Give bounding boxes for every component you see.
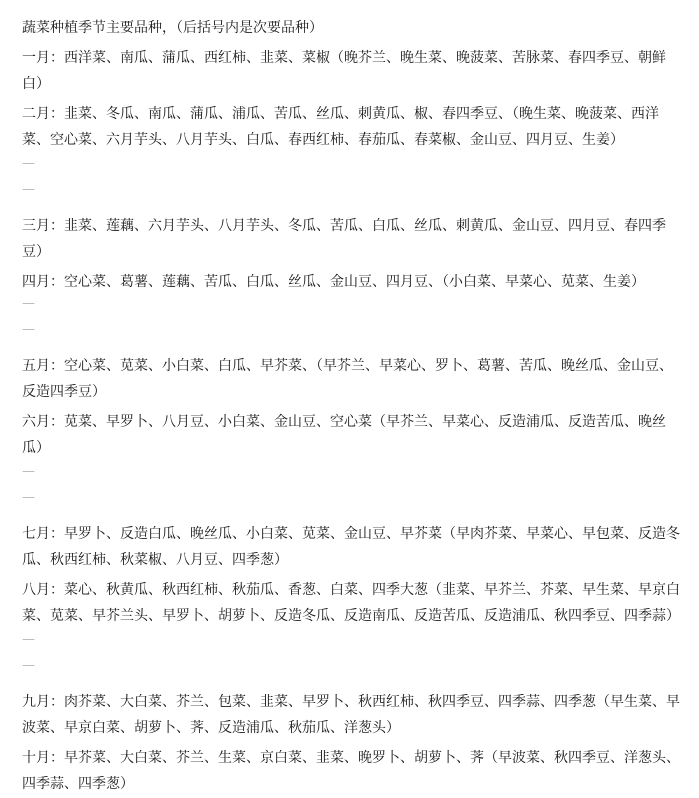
month-line: 豆） — [22, 244, 50, 260]
separator-dash: — — [22, 322, 35, 337]
separator-dash: — — [22, 296, 35, 311]
separator-dash: — — [22, 464, 35, 479]
month-line: 八月：菜心、秋黄瓜、秋西红柿、秋茄瓜、香葱、白菜、四季大葱（韭菜、早芥兰、芥菜、早生菜、早京白 — [22, 582, 680, 598]
separator-dash: — — [22, 490, 35, 505]
month-line: 瓜） — [22, 440, 50, 456]
month-line: 九月：肉芥菜、大白菜、芥兰、包菜、韭菜、早罗卜、秋西红柿、秋四季豆、四季蒜、四季葱（早生菜、早 — [22, 694, 680, 710]
separator-dash: — — [22, 658, 35, 673]
month-line: 菜、苋菜、早芥兰头、早罗卜、胡萝卜、反造冬瓜、反造南瓜、反造苦瓜、反造浦瓜、秋四季豆、四季蒜） — [22, 608, 680, 624]
month-line: 波菜、早京白菜、胡萝卜、荠、反造浦瓜、秋茄瓜、洋葱头） — [22, 720, 400, 736]
month-line: 一月：西洋菜、南瓜、蒲瓜、西红柿、韭菜、菜椒（晚芥兰、晚生菜、晚菠菜、苦脉菜、春四季豆、朝鲜 — [22, 50, 666, 66]
month-line: 白） — [22, 76, 50, 92]
month-line: 四季蒜、四季葱） — [22, 776, 134, 792]
month-line: 四月：空心菜、葛薯、莲藕、苦瓜、白瓜、丝瓜、金山豆、四月豆、（小白菜、早菜心、苋菜、生姜） — [22, 274, 645, 290]
month-line: 二月：韭菜、冬瓜、南瓜、蒲瓜、浦瓜、苦瓜、丝瓜、刺黄瓜、椒、春四季豆、（晚生菜、晚菠菜、西洋 — [22, 106, 659, 122]
month-line: 菜、空心菜、六月芋头、八月芋头、白瓜、春西红柿、春茄瓜、春菜椒、金山豆、四月豆、生姜） — [22, 132, 624, 148]
month-line: 三月：韭菜、莲藕、六月芋头、八月芋头、冬瓜、苦瓜、白瓜、丝瓜、刺黄瓜、金山豆、四月豆、春四季 — [22, 218, 666, 234]
month-line: 七月：早罗卜、反造白瓜、晚丝瓜、小白菜、苋菜、金山豆、早芥菜（早肉芥菜、早菜心、早包菜、反造冬 — [22, 526, 680, 542]
month-line: 反造四季豆） — [22, 384, 106, 400]
separator-dash: — — [22, 156, 35, 171]
separator-dash: — — [22, 632, 35, 647]
month-line: 五月：空心菜、苋菜、小白菜、白瓜、早芥菜、（早芥兰、早菜心、罗卜、葛薯、苦瓜、晚丝瓜、金山豆、 — [22, 358, 673, 374]
separator-dash: — — [22, 182, 35, 197]
month-line: 六月：苋菜、早罗卜、八月豆、小白菜、金山豆、空心菜（早芥兰、早菜心、反造浦瓜、反造苦瓜、晚丝 — [22, 414, 666, 430]
month-line: 十月：早芥菜、大白菜、芥兰、生菜、京白菜、韭菜、晚罗卜、胡萝卜、荠（早波菜、秋四季豆、洋葱头、 — [22, 750, 680, 766]
month-line: 瓜、秋西红柿、秋菜椒、八月豆、四季葱） — [22, 552, 288, 568]
heading: 蔬菜种植季节主要品种，（后括号内是次要品种） — [22, 20, 323, 36]
